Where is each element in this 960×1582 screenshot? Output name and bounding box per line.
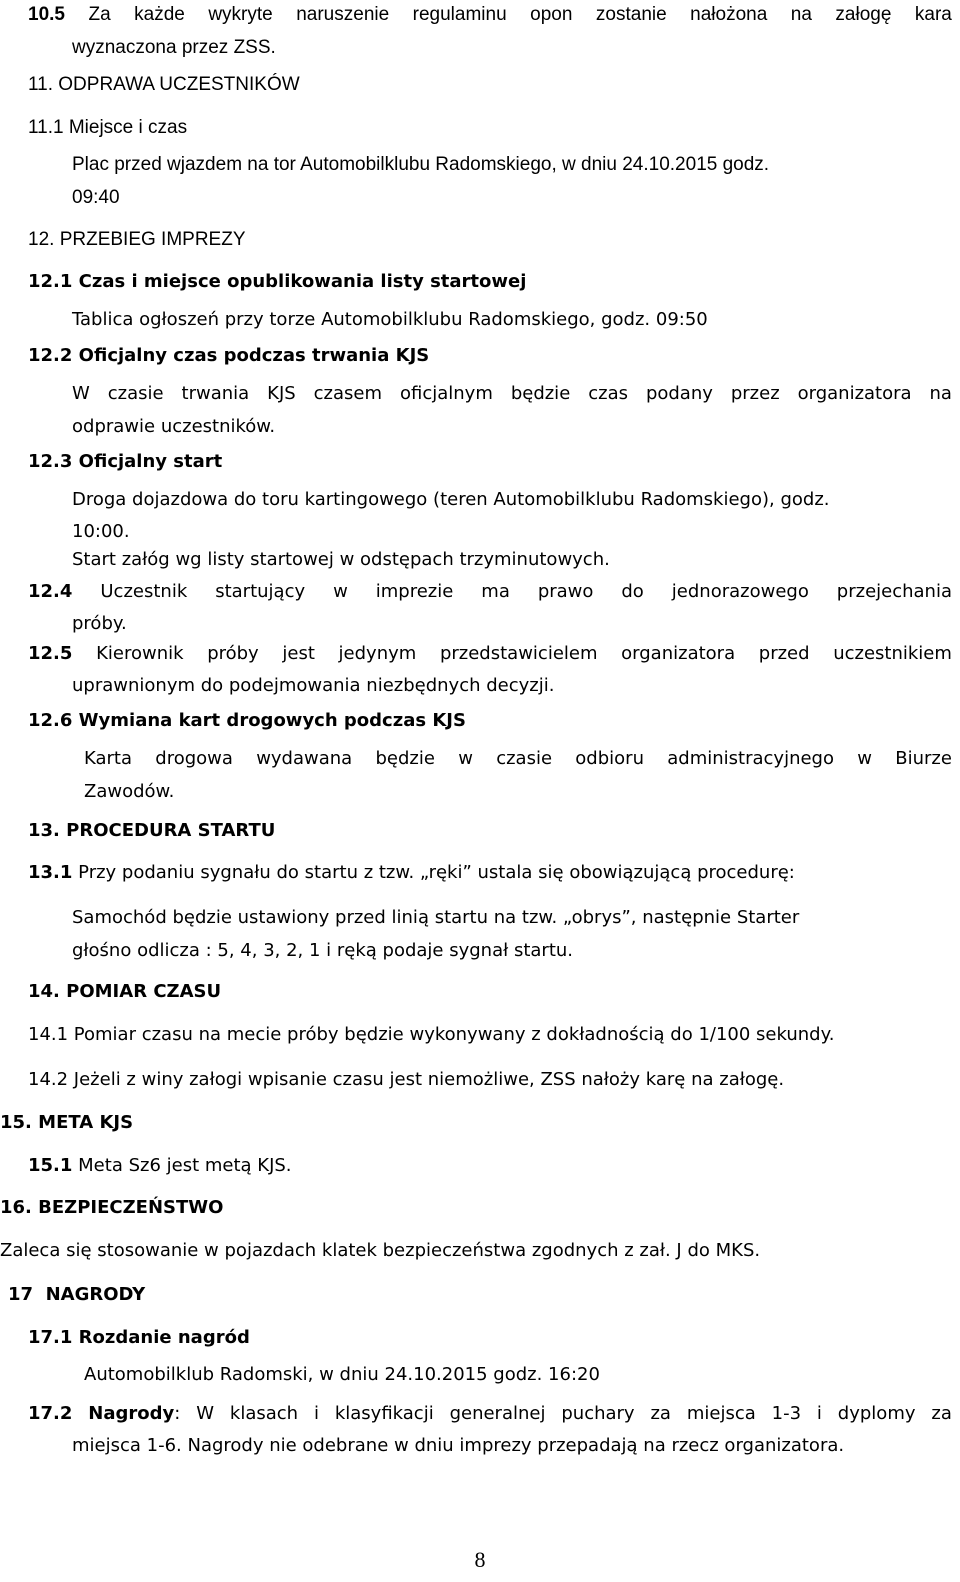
section-15-1-number: 15.1 [28, 1155, 73, 1176]
section-10-5-number: 10.5 [28, 4, 65, 25]
section-10-5-line-2: wyznaczona przez ZSS. [72, 37, 276, 58]
section-16-text: Zaleca się stosowanie w pojazdach klatek bezpieczeństwa zgodnych z zał. J do MKS. [0, 1240, 761, 1261]
section-12-5-line-2: uprawnionym do podejmowania niezbędnych decyzji. [72, 675, 555, 696]
section-11-1-line-1: Plac przed wjazdem na tor Automobilklubu Radomskiego, w dniu 24.10.2015 godz. [72, 154, 770, 175]
section-12-6-line-2: Zawodów. [84, 781, 175, 802]
section-13-1-para-1: Samochód będzie ustawiony przed linią startu na tzw. „obrys”, następnie Starter [72, 907, 800, 928]
section-17-1-title: 17.1 Rozdanie nagród [28, 1327, 250, 1348]
section-13-1-line [28, 864, 795, 882]
section-13-1-para-2: głośno odlicza : 5, 4, 3, 2, 1 i ręką podaje sygnał startu. [72, 940, 574, 961]
section-13-1-number: 13.1 [28, 862, 73, 883]
section-12-3-line-2: 10:00. [72, 521, 130, 542]
section-12-4-line-2: próby. [72, 613, 127, 634]
section-10-5-line-1: 10.5 Za każde wykryte naruszenie regulaminu opon zostanie nałożona na załogę kara [28, 4, 952, 25]
section-12-5-number: 12.5 [28, 643, 73, 664]
section-12-4-line-1: 12.4 Uczestnik startujący w imprezie ma prawo do jednorazowego przejechania [28, 581, 952, 602]
section-17-1-text: Automobilklub Radomski, w dniu 24.10.2015 godz. 16:20 [84, 1364, 600, 1385]
section-15-1-line [28, 1157, 292, 1175]
section-12-3-line-1: Droga dojazdowa do toru kartingowego (teren Automobilklubu Radomskiego), godz. [72, 489, 830, 510]
section-14-2: 14.2 Jeżeli z winy załogi wpisanie czasu jest niemożliwe, ZSS nałoży karę na załogę. [28, 1069, 785, 1090]
section-12-2-line-1: W czasie trwania KJS czasem oficjalnym będzie czas podany przez organizatora na [72, 383, 952, 404]
page-number: 8 [474, 1547, 486, 1572]
section-12-2-line-2: odprawie uczestników. [72, 416, 276, 437]
section-17-heading: 17 NAGRODY [8, 1284, 146, 1305]
section-12-6-line-1: Karta drogowa wydawana będzie w czasie odbioru administracyjnego w Biurze [84, 748, 952, 769]
section-12-1-text: Tablica ogłoszeń przy torze Automobilklubu Radomskiego, godz. 09:50 [72, 309, 708, 330]
section-17-2-line-2: miejsca 1-6. Nagrody nie odebrane w dniu imprezy przepadają na rzecz organizatora. [72, 1435, 845, 1456]
section-12-4-number: 12.4 [28, 581, 73, 602]
section-16-heading: 16. BEZPIECZEŃSTWO [0, 1197, 224, 1218]
section-14-1: 14.1 Pomiar czasu na mecie próby będzie wykonywany z dokładnością do 1/100 sekundy. [28, 1024, 835, 1045]
section-12-heading: 12. PRZEBIEG IMPREZY [28, 229, 246, 250]
section-12-1-title: 12.1 Czas i miejsce opublikowania listy startowej [28, 271, 527, 292]
section-15-heading: 15. META KJS [0, 1112, 134, 1133]
section-11-1-title: 11.1 Miejsce i czas [28, 117, 188, 138]
section-12-3-title: 12.3 Oficjalny start [28, 451, 223, 472]
section-17-2-number: 17.2 [28, 1403, 73, 1424]
section-12-2-title: 12.2 Oficjalny czas podczas trwania KJS [28, 345, 430, 366]
section-15-1-text: Meta Sz6 jest metą KJS. [78, 1155, 292, 1176]
section-13-heading: 13. PROCEDURA STARTU [28, 820, 276, 841]
section-12-6-title: 12.6 Wymiana kart drogowych podczas KJS [28, 710, 466, 731]
section-13-1-text: Przy podaniu sygnału do startu z tzw. „ręki” ustala się obowiązującą procedurę: [78, 862, 795, 883]
section-12-3-line-3: Start załóg wg listy startowej w odstępach trzyminutowych. [72, 549, 610, 570]
section-12-5-line-1: 12.5 Kierownik próby jest jedynym przedstawicielem organizatora przed uczestnikiem [28, 643, 952, 664]
section-14-heading: 14. POMIAR CZASU [28, 981, 222, 1002]
section-17-2-line-1: 17.2 Nagrody: W klasach i klasyfikacji generalnej puchary za miejsca 1-3 i dyplomy za [28, 1403, 952, 1424]
section-17-2-label: Nagrody [88, 1403, 175, 1424]
section-11-1-line-2: 09:40 [72, 187, 120, 208]
section-11-heading: 11. ODPRAWA UCZESTNIKÓW [28, 74, 300, 95]
